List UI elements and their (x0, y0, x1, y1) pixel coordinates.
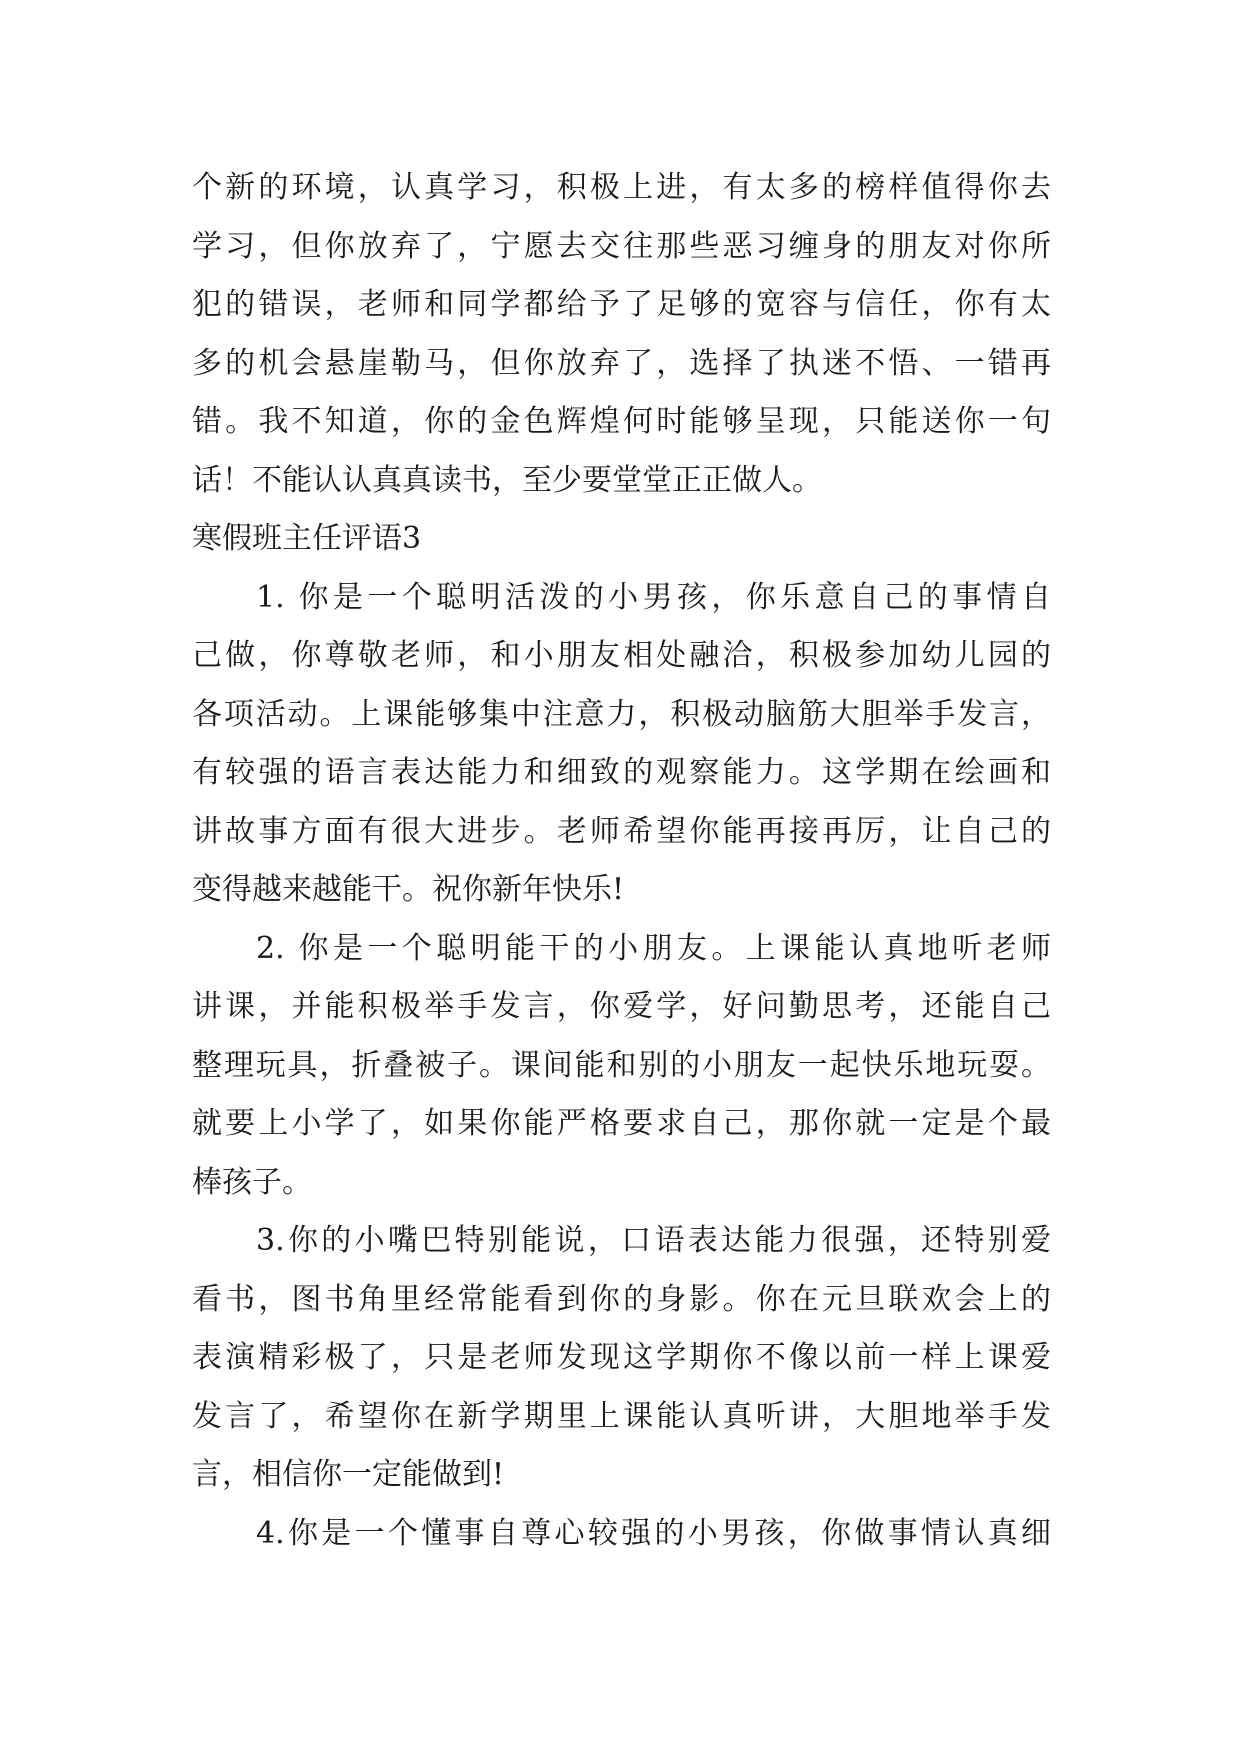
paragraph-line: 有较强的语言表达能力和细致的观察能力。这学期在绘画和 (192, 755, 1051, 790)
paragraph-line: 发言了，希望你在新学期里上课能认真听讲，大胆地举手发 (192, 1398, 1051, 1434)
paragraph-line: 讲课，并能积极举手发言，你爱学，好问勤思考，还能自己 (192, 989, 1051, 1024)
paragraph-line: 讲故事方面有很大进步。老师希望你能再接再厉，让自己的 (192, 813, 1051, 849)
paragraph-line: 个新的环境，认真学习，积极上进，有太多的榜样值得你去 (192, 170, 1051, 205)
paragraph-line: 看书，图书角里经常能看到你的身影。你在元旦联欢会上的 (192, 1281, 1051, 1317)
document-body (192, 159, 1051, 1563)
paragraph-line: 整理玩具，折叠被子。课间能和别的小朋友一起快乐地玩耍。 (192, 1047, 1051, 1083)
paragraph-line: 各项活动。上课能够集中注意力，积极动脑筋大胆举手发言， (192, 696, 1051, 732)
paragraph-line: 4.你是一个懂事自尊心较强的小男孩，你做事情认真细 (256, 1515, 1051, 1551)
intro-paragraph (192, 159, 1051, 510)
paragraph-line: 言，相信你一定能做到! (192, 1457, 505, 1492)
comment-item-3 (192, 1212, 1051, 1505)
paragraph-line: 3.你的小嘴巴特别能说，口语表达能力很强，还特别爱 (256, 1223, 1051, 1258)
section-heading: 寒假班主任评语3 (192, 521, 422, 556)
comment-item-4 (192, 1505, 1051, 1564)
paragraph-line: 犯的错误，老师和同学都给予了足够的宽容与信任，你有太 (192, 287, 1051, 322)
paragraph-line: 1. 你是一个聪明活泼的小男孩，你乐意自己的事情自 (256, 579, 1051, 615)
paragraph-line: 己做，你尊敬老师，和小朋友相处融洽，积极参加幼儿园的 (192, 638, 1051, 673)
paragraph-line: 学习，但你放弃了，宁愿去交往那些恶习缠身的朋友对你所 (192, 228, 1051, 264)
paragraph-line: 错。我不知道，你的金色辉煌何时能够呈现，只能送你一句 (192, 404, 1051, 439)
paragraph-line: 棒孩子。 (192, 1164, 312, 1200)
paragraph-line: 就要上小学了，如果你能严格要求自己，那你就一定是个最 (192, 1106, 1051, 1141)
paragraph-line: 变得越来越能干。祝你新年快乐! (192, 872, 625, 907)
comment-item-1 (192, 569, 1051, 920)
paragraph-line: 表演精彩极了，只是老师发现这学期你不像以前一样上课爱 (192, 1340, 1051, 1375)
comment-item-2 (192, 920, 1051, 1213)
paragraph-line: 话！不能认认真真读书，至少要堂堂正正做人。 (192, 462, 822, 498)
paragraph-line: 2. 你是一个聪明能干的小朋友。上课能认真地听老师 (256, 930, 1051, 966)
paragraph-line: 多的机会悬崖勒马，但你放弃了，选择了执迷不悟、一错再 (192, 345, 1051, 381)
